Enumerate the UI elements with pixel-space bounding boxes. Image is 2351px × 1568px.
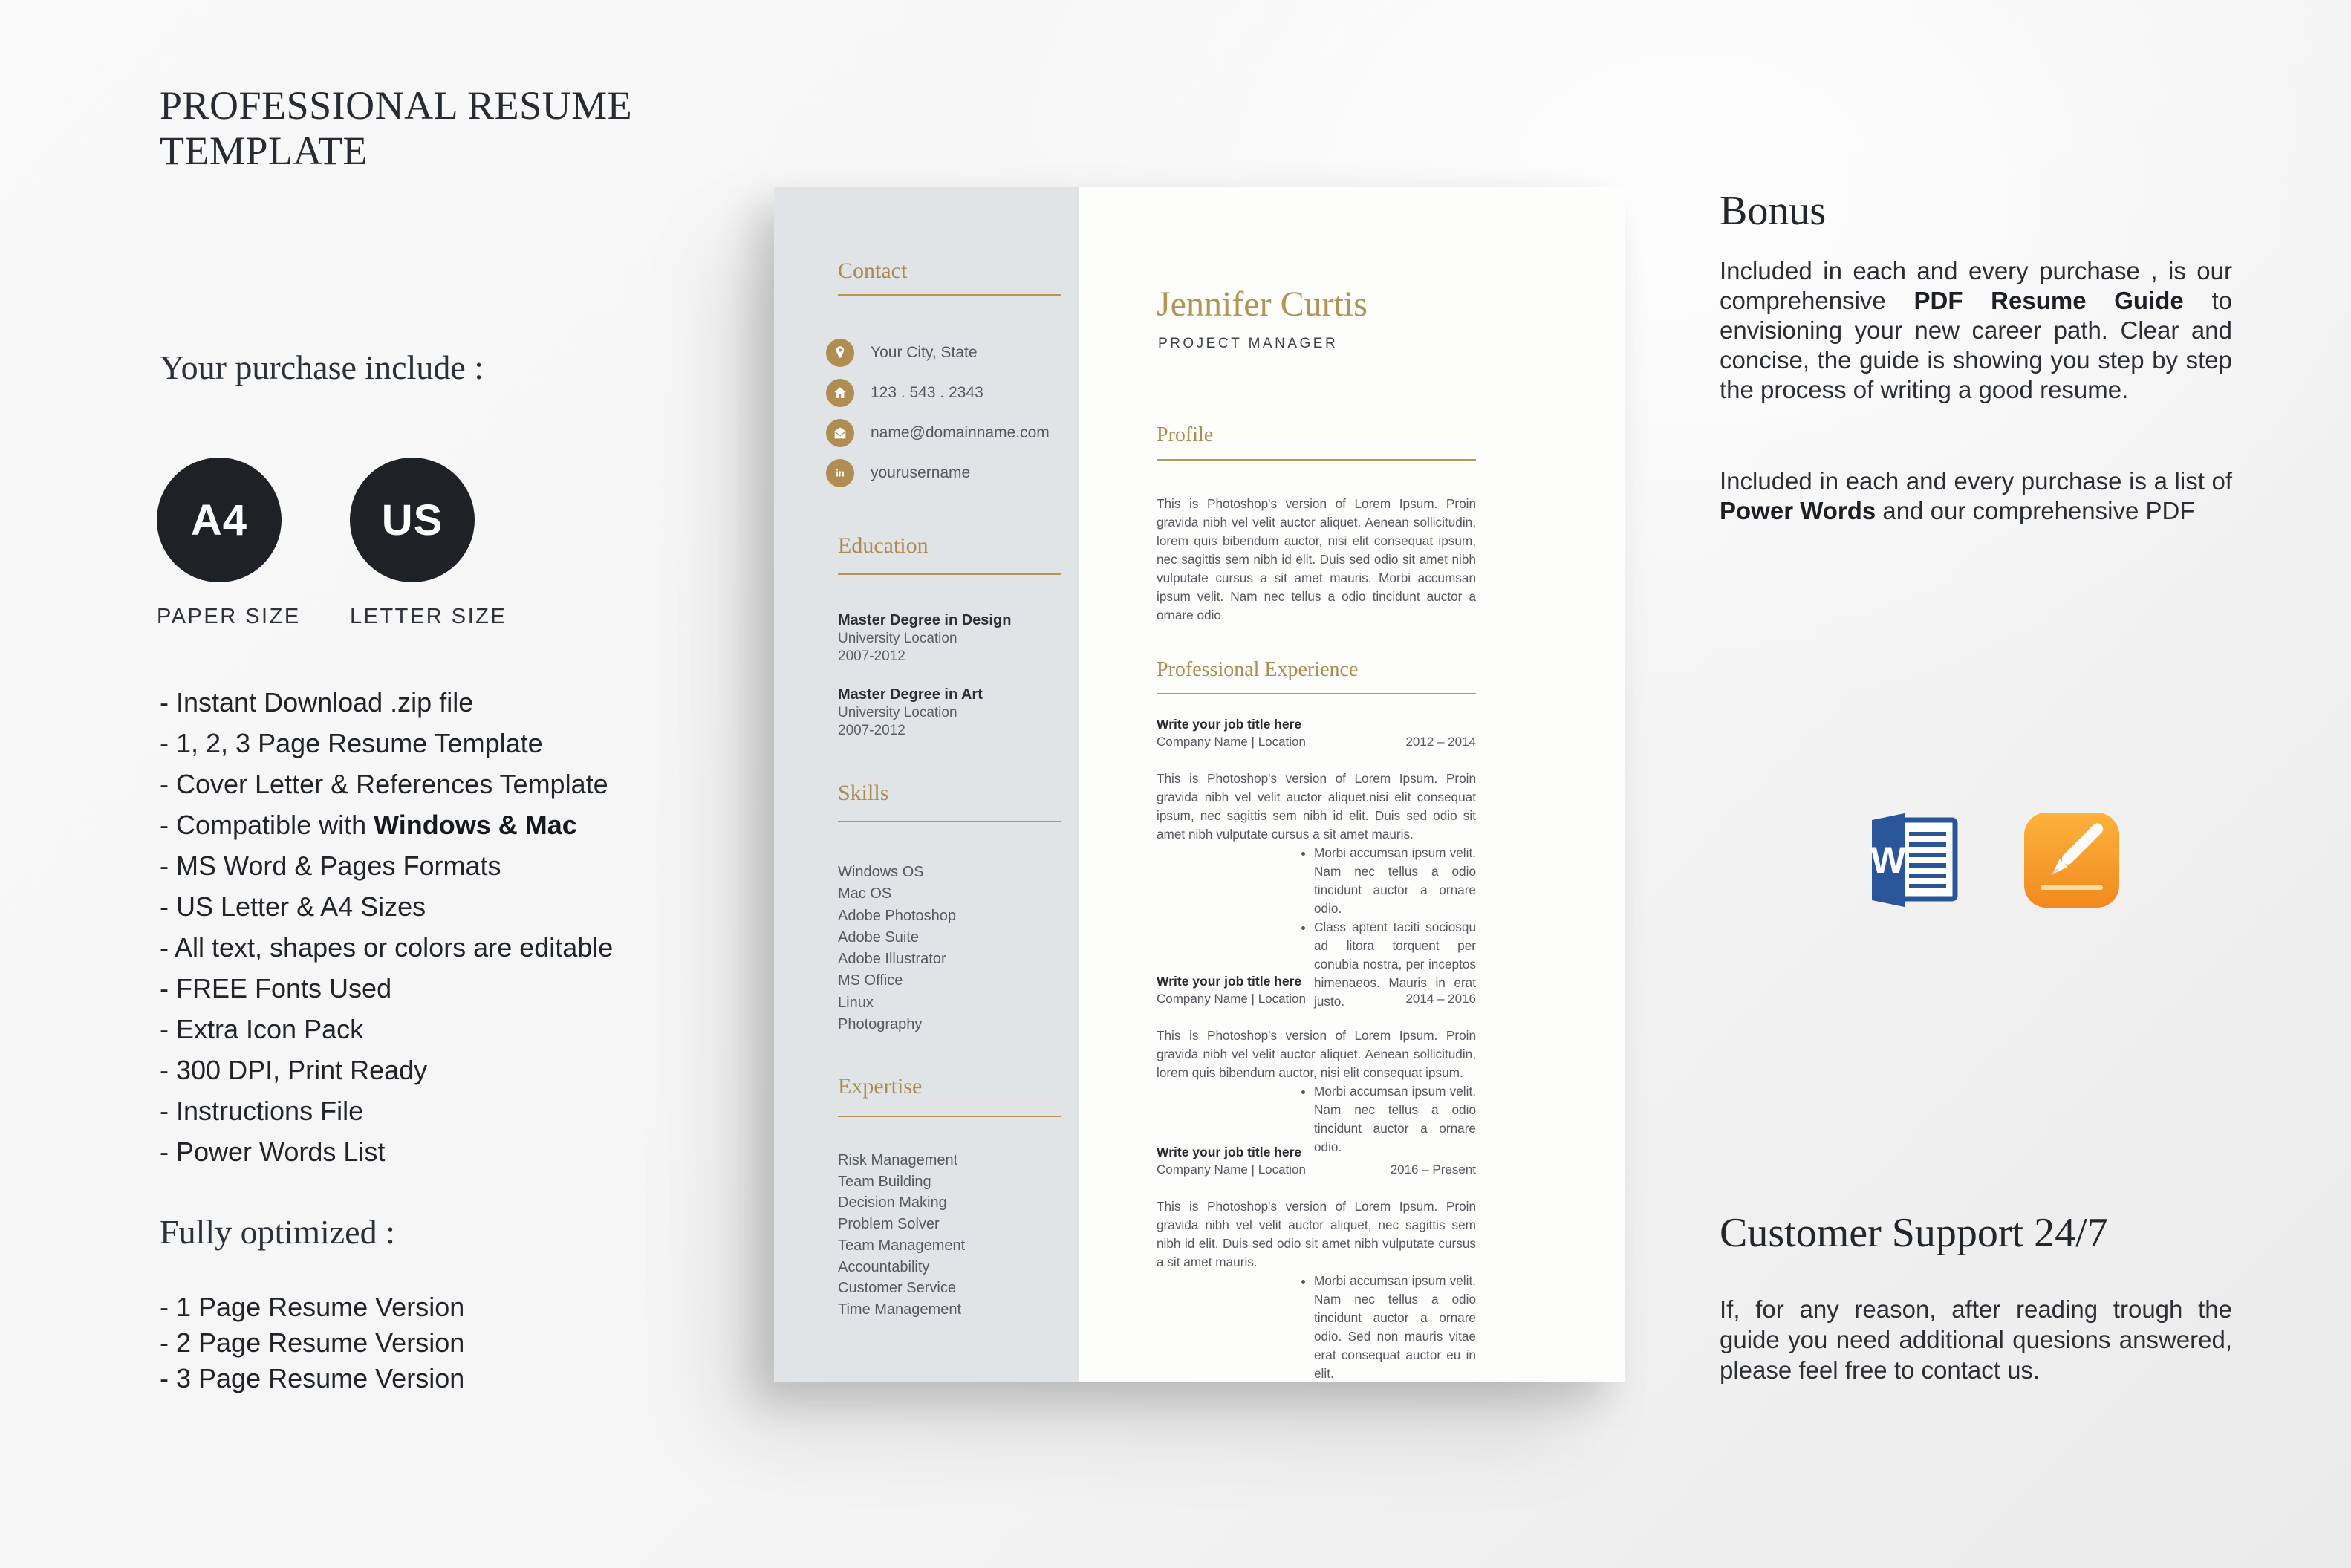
us-text: US [381,495,443,544]
bonus-text: Included in each and every purchase is a list of [1720,467,2232,495]
experience-title: Professional Experience [1157,658,1359,681]
skill-item: Adobe Photoshop [838,907,957,924]
job-entry [1157,973,1476,1157]
contact-row-email [826,418,1050,448]
degree-school: University Location [838,631,957,646]
expertise-title: Expertise [838,1074,923,1099]
a4-label: PAPER SIZE [157,605,301,628]
optimized-item: - 2 Page Resume Version [160,1325,464,1361]
contact-phone-text: 123 . 543 . 2343 [871,384,983,401]
job-bullet: • Class aptent taciti sociosqu ad litora torquent per conubia nostra, per inceptos himenaeos. Mauris in erat justo. [1314,918,1476,1011]
feature-item: - 300 DPI, Print Ready [160,1050,613,1090]
skills-list [838,862,956,1035]
svg-text:in: in [836,467,845,479]
feature-item [160,804,613,845]
skill-item: Adobe Suite [838,928,919,946]
bonus-text: Included in each and every purchase , is our comprehensive [1720,257,2232,314]
feature-item: - 1, 2, 3 Page Resume Template [160,723,613,764]
job-description: This is Photoshop's version of Lorem Ipsum. Proin gravida nibh vel velit auctor aliquet, nec sagittis sem nibh id elit. Duis sed odio sit amet nibh vulputate cursus a sit amet mauris. [1157,1199,1476,1269]
expertise-item: Problem Solver [838,1216,940,1233]
expertise-item: Accountability [838,1258,930,1275]
feature-text: Compatible with [176,810,374,840]
ms-word-icon [1861,808,1966,916]
feature-item: - All text, shapes or colors are editable [160,927,613,968]
job-bullet: • Morbi accumsan ipsum velit. Nam nec tellus a odio tincidunt auctor a ornare odio. [1314,844,1476,918]
job-company: Company Name | Location [1157,992,1306,1006]
job-bullets [1157,1272,1476,1383]
job-description: This is Photoshop's version of Lorem Ipsum. Proin gravida nibh vel velit auctor aliquet.nisi elit consequat ipsum, nec sagittis sem nibh id elit. Duis sed odio sit amet nibh vulputate cursus a sit amet mauris. [1157,771,1476,842]
job-company: Company Name | Location [1157,1162,1306,1177]
a4-circle [157,458,282,582]
optimized-item: - 1 Page Resume Version [160,1289,464,1325]
feature-item: - Instant Download .zip file [160,682,613,723]
degree-years: 2007-2012 [838,648,905,664]
feature-item: - Power Words List [160,1131,613,1172]
job-dates: 2016 – Present [1390,1162,1476,1177]
gold-divider [838,573,1061,575]
support-title: Customer Support 24/7 [1720,1210,2108,1256]
apple-pages-icon [2023,811,2121,913]
job-company: Company Name | Location [1157,735,1306,749]
job-entry [1157,1144,1476,1383]
support-text: If, for any reason, after reading trough the guide you need additional quesions answered, please feel free to contact us. [1720,1295,2232,1384]
expertise-item: Risk Management [838,1152,958,1168]
job-title: Write your job title here [1157,717,1302,732]
a4-text: A4 [190,495,248,544]
contact-title: Contact [838,258,908,283]
contact-row-location [826,338,1050,368]
bonus-text: to envisioning your new career path. Clear and concise, the guide is showing you step by step the process of writing a good resume. [1720,287,2232,403]
feature-list [160,682,613,1172]
resume-page [774,187,1625,1382]
gold-divider [1157,693,1476,694]
envelope-icon [826,419,854,447]
resume-main [1079,187,1625,1382]
profile-text: This is Photoshop's version of Lorem Ipsum. Proin gravida nibh vel velit auctor aliquet. Aenean sollicitudin, lorem quis bibendum auctor, nisi elit consequat ipsum, nec sagittis sem nibh id elit. Duis sed odio sit amet nibh vulputate cursus a sit amet mauris. Morbi accumsan ipsum velit. Nam nec tellus a odio tincidunt auctor a ornare odio. [1157,496,1476,622]
contact-list [826,338,1050,498]
contact-email-text: name@domainname.com [871,424,1050,441]
app-format-icons [1720,808,2232,912]
pdf-resume-guide-bold: PDF Resume Guide [1913,287,2184,314]
badge-us [350,458,507,629]
optimized-item: - 3 Page Resume Version [160,1361,464,1396]
bonus-paragraph-2 [1720,466,2232,526]
degree-years: 2007-2012 [838,722,905,738]
contact-location-text: Your City, State [871,344,978,361]
expertise-item: Time Management [838,1301,961,1318]
purchase-subtitle: Your purchase include : [160,348,484,386]
job-dates: 2012 – 2014 [1405,735,1476,749]
job-entry [1157,716,1476,1011]
feature-item: - MS Word & Pages Formats [160,845,613,886]
job-title: Write your job title here [1157,1145,1302,1159]
resume-sidebar [774,187,1079,1382]
feature-bold-text: Windows & Mac [374,810,577,840]
gold-divider [838,1116,1061,1117]
bonus-paragraph-1 [1720,256,2232,405]
contact-row-phone [826,378,1050,408]
skill-item: Windows OS [838,864,924,880]
feature-item: - FREE Fonts Used [160,968,613,1009]
skill-item: Photography [838,1016,923,1033]
job-description: This is Photoshop's version of Lorem Ipsum. Proin gravida nibh vel velit auctor aliquet. Aenean sollicitudin, lorem quis bibendum auctor, nisi elit consequat ipsum. [1157,1028,1476,1080]
gold-divider [838,294,1061,296]
bonus-title: Bonus [1720,188,1827,234]
us-label: LETTER SIZE [350,605,507,628]
skill-item: MS Office [838,972,903,989]
degree-title: Master Degree in Design [838,612,1012,628]
job-bullet: • Morbi accumsan ipsum velit. Nam nec tellus a odio tincidunt auctor a ornare odio. [1314,1082,1476,1157]
skills-title: Skills [838,781,889,805]
skill-item: Adobe Illustrator [838,951,946,968]
feature-item: - Extra Icon Pack [160,1009,613,1050]
svg-text:W: W [1870,839,1906,881]
skill-item: Linux [838,994,874,1011]
right-panel [1720,0,2232,1568]
job-bullet: • Morbi accumsan ipsum velit. Nam nec tellus a odio tincidunt auctor a ornare odio. Sed non mauris vitae erat consequat auctor eu in elit. [1314,1272,1476,1383]
page-title: PROFESSIONAL RESUME TEMPLATE [160,83,633,173]
us-circle [350,458,475,582]
location-pin-icon [826,339,854,367]
education-title: Education [838,533,929,558]
power-words-bold: Power Words [1720,497,1876,524]
degree-title: Master Degree in Art [838,686,983,703]
gold-divider [838,821,1061,822]
feature-item: - US Letter & A4 Sizes [160,886,613,927]
job-title: Write your job title here [1157,974,1302,989]
feature-item: - Cover Letter & References Template [160,764,613,804]
expertise-item: Decision Making [838,1194,947,1211]
gold-divider [1157,459,1476,461]
resume-name: Jennifer Curtis [1157,284,1368,324]
home-icon [826,379,854,407]
contact-linkedin-text: yourusername [871,464,971,481]
contact-row-linkedin [826,458,1050,488]
job-dates: 2014 – 2016 [1405,992,1476,1006]
optimized-title: Fully optimized : [160,1213,395,1251]
expertise-list [838,1150,965,1321]
education-entry [838,685,983,739]
expertise-item: Team Management [838,1237,966,1254]
degree-school: University Location [838,705,957,720]
expertise-item: Customer Service [838,1280,956,1297]
linkedin-icon [826,459,854,487]
profile-title: Profile [1157,423,1214,446]
feature-item: - Instructions File [160,1090,613,1131]
expertise-item: Team Building [838,1173,931,1190]
badge-a4 [157,458,301,629]
skill-item: Mac OS [838,885,892,902]
education-entry [838,611,1011,665]
left-panel [157,0,695,1568]
resume-role: PROJECT MANAGER [1158,336,1339,351]
optimized-list [160,1289,464,1396]
bonus-text: and our comprehensive PDF [1876,497,2195,524]
